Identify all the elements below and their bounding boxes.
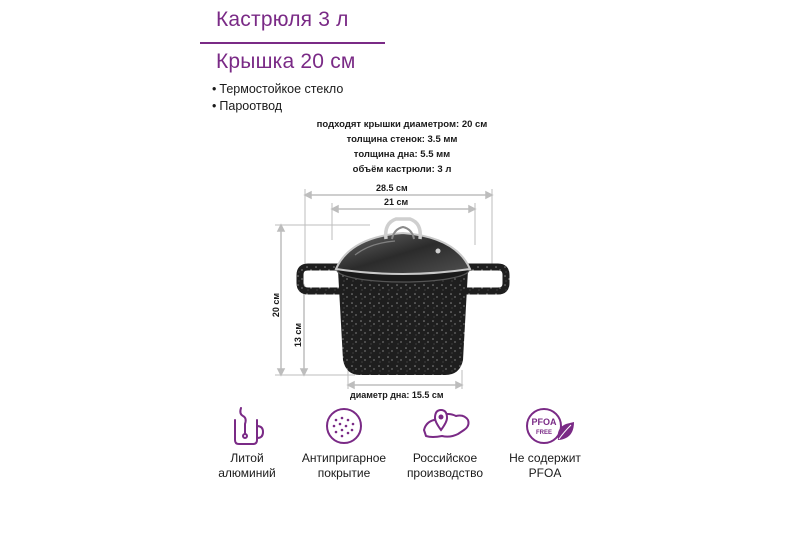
feature-bullet: • Пароотвод [212, 99, 282, 113]
product-title: Кастрюля 3 л [216, 8, 349, 31]
feature-line: Не содержит [509, 451, 581, 465]
label-inner-diameter: 21 см [384, 197, 409, 207]
feature-line: алюминий [218, 466, 276, 480]
feature-label-pfoa [490, 451, 600, 481]
feature-label-russia [390, 451, 500, 481]
label-total-height: 20 см [271, 292, 282, 318]
pfoa-badge-bottom: FREE [535, 430, 553, 436]
pot-diagram [260, 175, 530, 405]
cast-aluminium-icon [219, 404, 275, 450]
spec-line: объём кастрюли: 3 л [352, 164, 452, 175]
spec-line: подходят крышки диаметром: 20 см [316, 119, 488, 130]
spec-line: толщина дна: 5.5 мм [353, 149, 451, 160]
feature-label-nonstick [289, 451, 399, 481]
nonstick-coating-icon [316, 404, 372, 450]
pot-body [338, 270, 468, 375]
feature-line: Литой [230, 451, 264, 465]
title-divider [200, 42, 385, 44]
label-total-width: 28.5 см [376, 183, 408, 193]
feature-line: покрытие [317, 466, 371, 480]
russia-map-icon [418, 404, 474, 450]
feature-line: PFOA [528, 466, 562, 480]
feature-label-cast-aluminium [192, 451, 302, 481]
feature-line: Российское [412, 451, 478, 465]
label-body-height: 13 см [293, 322, 304, 348]
feature-bullet: • Термостойкое стекло [212, 82, 343, 96]
pfoa-badge-top: PFOA [531, 417, 557, 427]
spec-line: толщина стенок: 3.5 мм [346, 134, 458, 145]
pfoa-free-icon [520, 404, 576, 450]
lid-title: Крышка 20 см [216, 50, 356, 73]
feature-line: Антипригарное [301, 451, 387, 465]
label-bottom-diameter: диаметр дна: 15.5 см [350, 390, 444, 400]
feature-line: производство [406, 466, 484, 480]
steam-vent [436, 249, 441, 254]
